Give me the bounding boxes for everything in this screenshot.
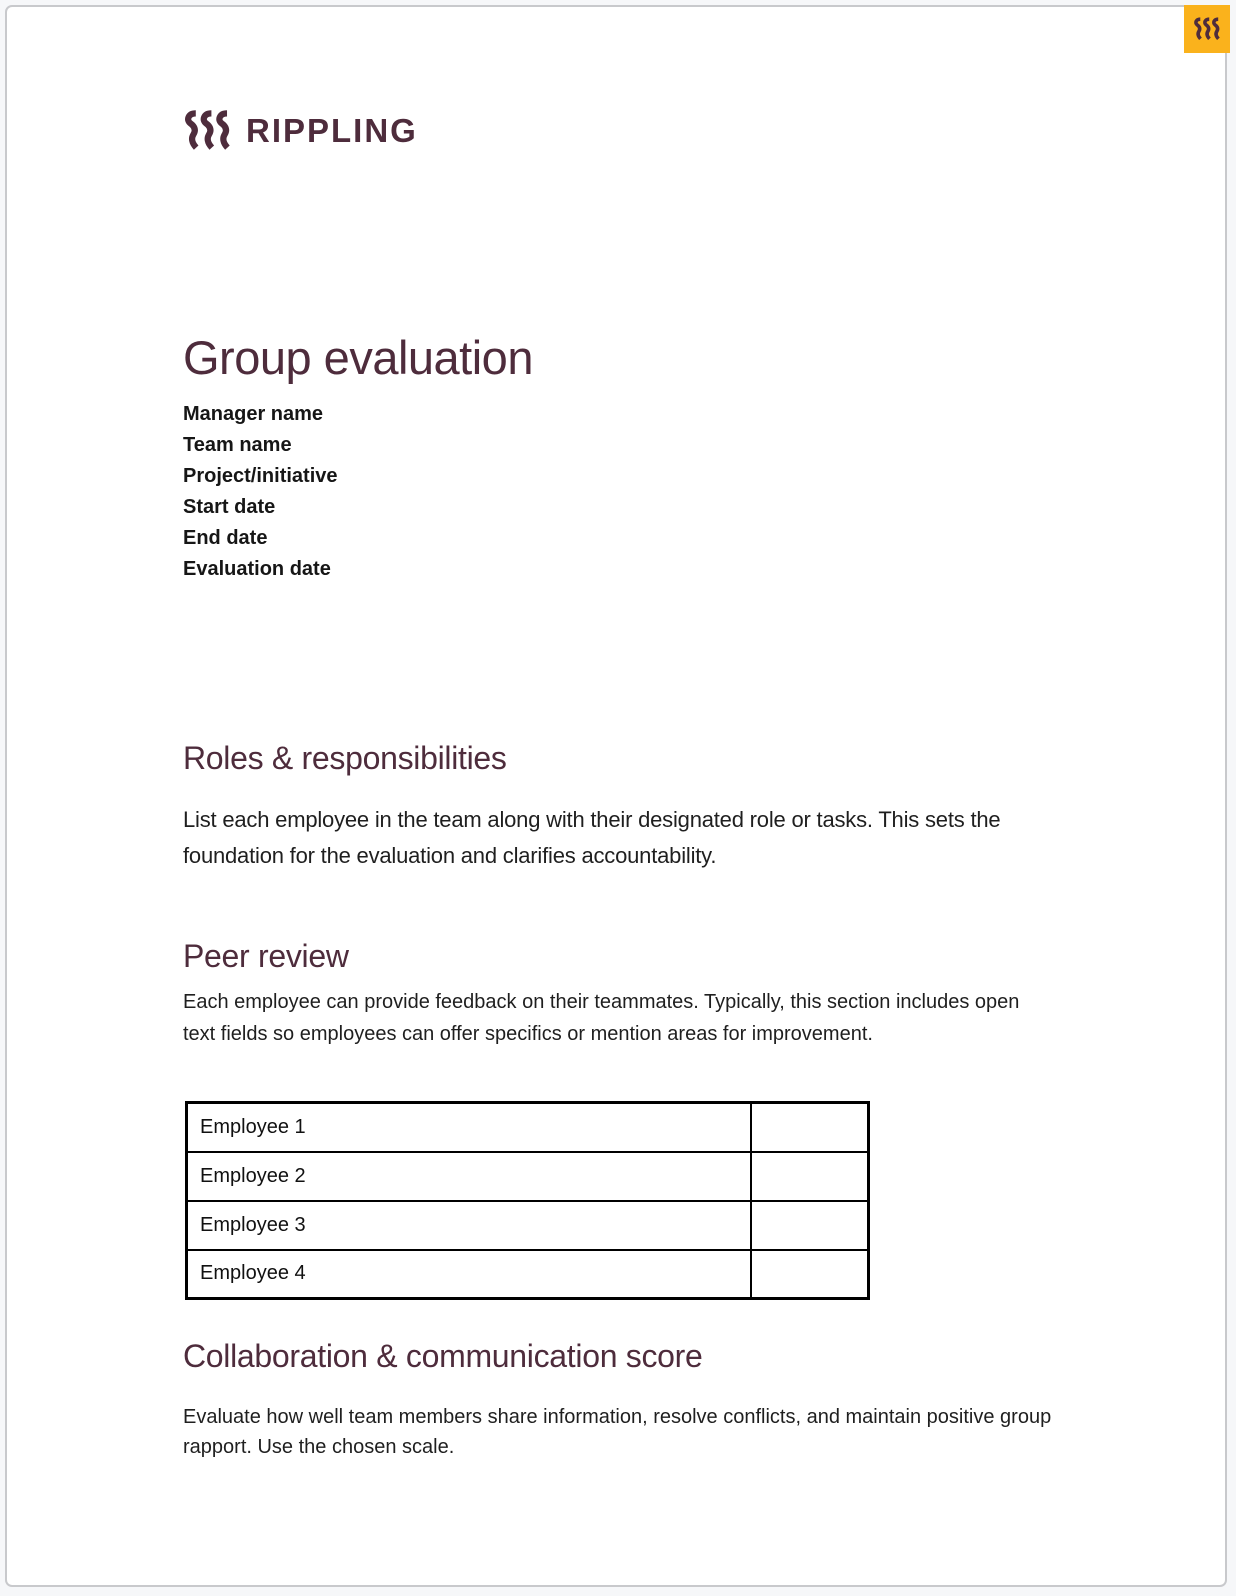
employee-name-cell: Employee 3	[187, 1201, 751, 1250]
brand-corner-badge	[1184, 5, 1230, 53]
section-heading-peer-review: Peer review	[183, 938, 349, 974]
table-row	[187, 1201, 869, 1250]
section-body-collaboration-communication: Evaluate how well team members share information, resolve conflicts, and maintain positive group rapport. Use the chosen scale.	[183, 1406, 1052, 1458]
meta-field-team-name: Team name	[183, 434, 292, 456]
meta-fields-list	[183, 399, 338, 585]
employee-name-cell: Employee 1	[187, 1103, 751, 1152]
feedback-cell	[751, 1103, 869, 1152]
brand-wordmark: RIPPLING	[246, 111, 418, 149]
feedback-cell	[751, 1250, 869, 1299]
table-row	[187, 1103, 869, 1152]
section-body-roles-responsibilities: List each employee in the team along with their designated role or tasks. This sets the foundation for the evaluation and clarifies accountability.	[183, 807, 1001, 868]
rippling-mark-icon	[183, 110, 232, 151]
brand-logo	[183, 110, 418, 151]
section-body-peer-review: Each employee can provide feedback on their teammates. Typically, this section includes open text fields so employees can offer specifics or mention areas for improvement.	[183, 991, 1020, 1045]
section-heading-roles-responsibilities: Roles & responsibilities	[183, 740, 507, 776]
peer-review-table	[185, 1101, 870, 1300]
employee-name-cell: Employee 2	[187, 1152, 751, 1201]
feedback-cell	[751, 1152, 869, 1201]
table-row	[187, 1152, 869, 1201]
meta-field-manager-name: Manager name	[183, 403, 324, 425]
meta-field-project-initiative: Project/initiative	[183, 465, 338, 487]
rippling-mark-icon	[1193, 17, 1221, 41]
page-title: Group evaluation	[183, 331, 533, 384]
feedback-cell	[751, 1201, 869, 1250]
meta-field-evaluation-date: Evaluation date	[183, 558, 331, 580]
meta-field-end-date: End date	[183, 527, 268, 549]
table-row	[187, 1250, 869, 1299]
meta-field-start-date: Start date	[183, 496, 276, 518]
employee-name-cell: Employee 4	[187, 1250, 751, 1299]
section-heading-collaboration-communication: Collaboration & communication score	[183, 1338, 703, 1374]
